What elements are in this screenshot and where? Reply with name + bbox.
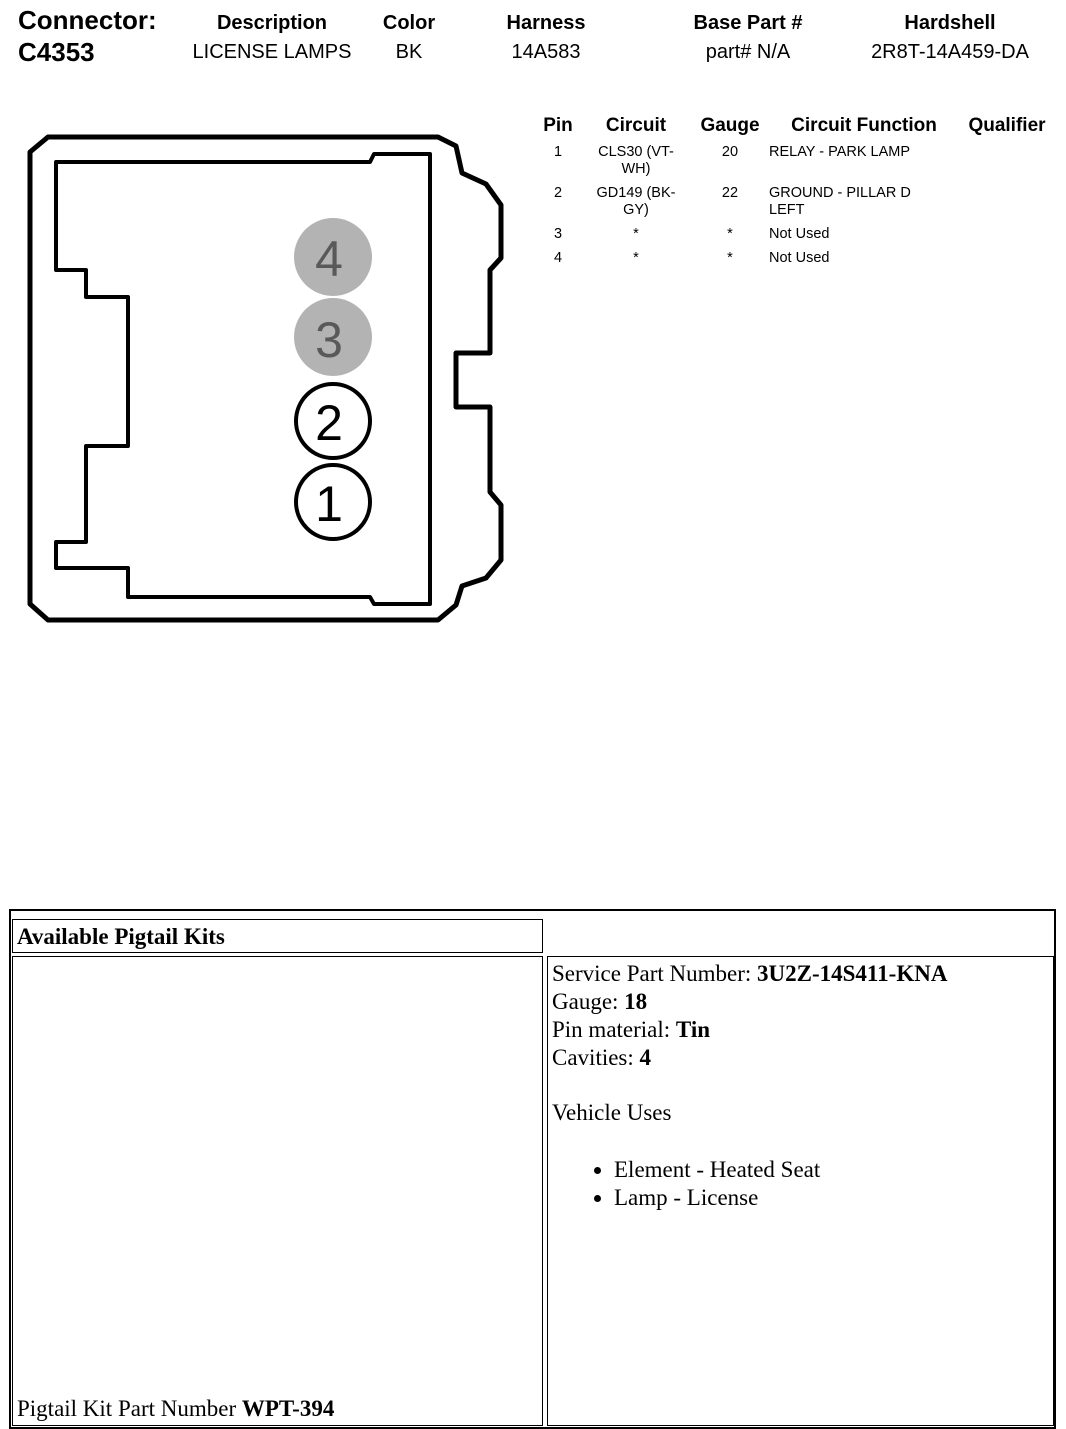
pin-4-cavity — [294, 218, 372, 296]
pin-col-header: Pin — [543, 115, 573, 136]
vehicle-uses-label: Vehicle Uses — [552, 1100, 672, 1125]
hardshell-value: 2R8T-14A459-DA — [871, 41, 1029, 63]
pin-3-cavity — [294, 298, 372, 376]
qualifier-col-header: Qualifier — [968, 115, 1046, 136]
pin-1-cavity — [296, 465, 370, 539]
base-part-value: part# N/A — [705, 41, 791, 63]
function-line-1: RELAY - PARK LAMP — [769, 144, 911, 160]
vehicle-uses-list — [552, 1156, 1053, 1212]
hardshell-label: Hardshell — [904, 12, 996, 34]
service-part-label: Service Part Number: — [552, 961, 758, 986]
service-part-number — [552, 960, 1053, 988]
circuit-line-1: * — [633, 250, 639, 266]
gauge-info — [552, 988, 1053, 1016]
gauge-label: Gauge: — [552, 989, 625, 1014]
cavities-info — [552, 1044, 1053, 1072]
pin-number: 1 — [553, 144, 563, 160]
color-value: BK — [395, 41, 423, 63]
service-part-value: 3U2Z-14S411-KNA — [757, 961, 948, 986]
circuit-line-1: GD149 (BK- — [596, 185, 676, 201]
gauge-value: * — [727, 226, 733, 242]
pin-3-label: 3 — [315, 312, 343, 368]
gauge-info-value: 18 — [624, 989, 648, 1014]
pin-number: 2 — [553, 185, 563, 201]
circuit-col-header: Circuit — [605, 115, 667, 136]
pigtail-kits-title: Available Pigtail Kits — [17, 924, 225, 949]
color-label: Color — [382, 12, 436, 34]
pin-2-cavity — [296, 384, 370, 458]
pigtail-kits-header-cell — [12, 919, 543, 953]
pin-material-label: Pin material: — [552, 1017, 676, 1042]
description-value: LICENSE LAMPS — [192, 41, 352, 63]
function-line-1: GROUND - PILLAR D — [769, 185, 911, 201]
connector-id: C4353 — [18, 37, 95, 67]
cavities-value: 4 — [639, 1045, 652, 1070]
pigtail-details-cell — [547, 956, 1054, 1426]
function-col-header: Circuit Function — [791, 115, 937, 136]
gauge-col-header: Gauge — [700, 115, 760, 136]
gauge-value: * — [727, 250, 733, 266]
function-line-1: Not Used — [769, 250, 830, 266]
base-part-label: Base Part # — [693, 12, 803, 34]
harness-value: 14A583 — [511, 41, 581, 63]
pigtail-kit-label: Pigtail Kit Part Number — [17, 1396, 242, 1421]
list-item: • Element - Heated Seat — [614, 1156, 1053, 1184]
pin-number: 3 — [553, 226, 563, 242]
pin-1-label: 1 — [315, 476, 343, 532]
housing-inner-outline — [56, 154, 430, 604]
gauge-value: 22 — [721, 185, 739, 201]
pin-material-value: Tin — [675, 1017, 711, 1042]
circuit-line-1: CLS30 (VT- — [598, 144, 674, 160]
pin-number: 4 — [553, 250, 563, 266]
pin-material-info — [552, 1016, 1053, 1044]
pin-4-label: 4 — [315, 231, 343, 287]
pin-2-label: 2 — [315, 395, 343, 451]
function-line-2: LEFT — [769, 202, 805, 218]
function-line-1: Not Used — [769, 226, 830, 242]
gauge-value: 20 — [721, 144, 739, 160]
pigtail-image-cell — [12, 956, 543, 1426]
pigtail-kit-part-number — [17, 1395, 334, 1423]
circuit-line-2: WH) — [621, 161, 651, 177]
harness-label: Harness — [506, 12, 586, 34]
connector-label: Connector: — [18, 5, 157, 35]
cavities-label: Cavities: — [552, 1045, 640, 1070]
circuit-line-2: GY) — [623, 202, 649, 218]
description-label: Description — [216, 12, 328, 34]
pigtail-kit-value: WPT-394 — [241, 1396, 335, 1421]
connector-diagram — [0, 100, 520, 640]
list-item: • Lamp - License — [614, 1184, 1053, 1212]
circuit-line-1: * — [633, 226, 639, 242]
